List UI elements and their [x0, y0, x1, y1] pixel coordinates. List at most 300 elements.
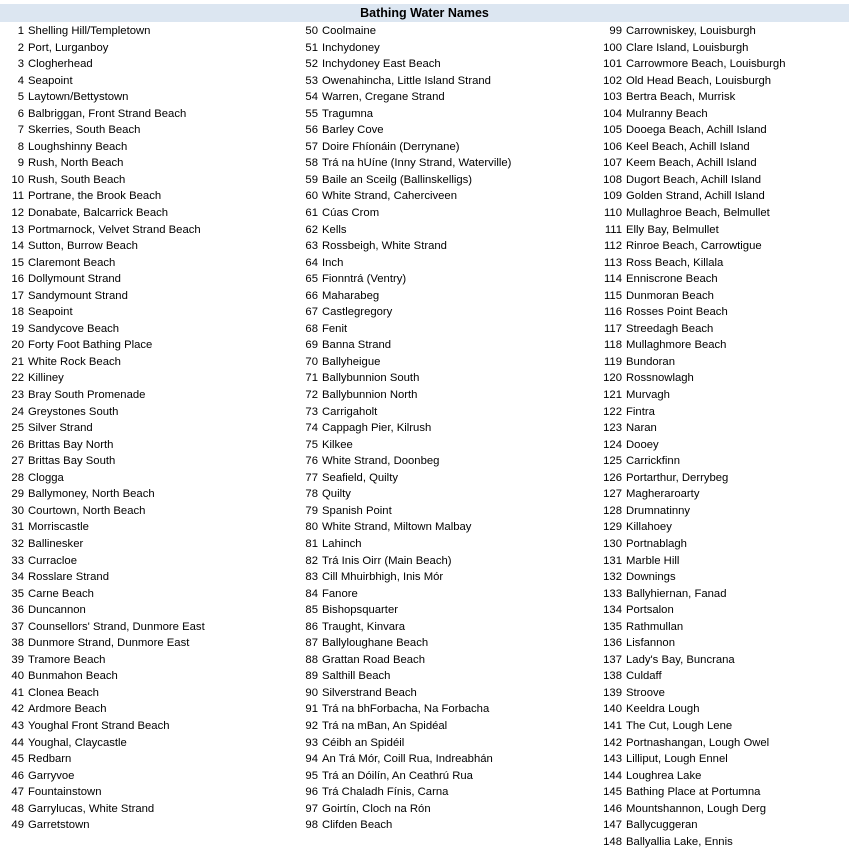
- bathing-water-name: Silver Strand: [28, 422, 93, 435]
- bathing-water-name: Lahinch: [322, 537, 362, 550]
- list-item: [290, 106, 511, 123]
- list-item: [290, 503, 511, 520]
- list-item: [592, 635, 786, 652]
- list-item: [592, 470, 786, 487]
- bathing-water-name: Keel Beach, Achill Island: [626, 140, 750, 153]
- list-item: [0, 23, 205, 40]
- item-number: 121: [603, 389, 622, 402]
- item-number: 39: [11, 653, 24, 666]
- list-item: [290, 701, 511, 718]
- bathing-water-name: Sandymount Strand: [28, 289, 128, 302]
- bathing-water-name: Barley Cove: [322, 124, 384, 137]
- item-number: 45: [11, 753, 24, 766]
- list-item: [0, 768, 205, 785]
- item-number: 82: [305, 554, 318, 567]
- list-item: [290, 56, 511, 73]
- bathing-water-name: Culdaff: [626, 670, 662, 683]
- list-item: [290, 784, 511, 801]
- bathing-water-name: Rossnowlagh: [626, 372, 694, 385]
- item-number: 6: [17, 107, 24, 120]
- bathing-water-name: Counsellors' Strand, Dunmore East: [28, 620, 205, 633]
- list-item: [592, 172, 786, 189]
- bathing-water-name: Clogga: [28, 471, 64, 484]
- bathing-water-name: Shelling Hill/Templetown: [28, 25, 151, 37]
- bathing-water-name: Mullaghmore Beach: [626, 339, 727, 352]
- bathing-water-name: Ballyheigue: [322, 355, 381, 368]
- bathing-water-name: Portarthur, Derrybeg: [626, 471, 729, 484]
- bathing-water-name: Quilty: [322, 488, 351, 501]
- list-item: [0, 817, 205, 834]
- bathing-water-name: Traught, Kinvara: [322, 620, 406, 633]
- bathing-water-name: Carrowniskey, Louisburgh: [626, 25, 756, 37]
- bathing-water-name: Bunmahon Beach: [28, 670, 118, 683]
- item-number: 11: [12, 190, 24, 203]
- list-item: [290, 685, 511, 702]
- list-item: [0, 718, 205, 735]
- list-item: [0, 652, 205, 669]
- item-number: 146: [603, 802, 622, 815]
- list-item: [592, 652, 786, 669]
- bathing-water-name: Ballycuggeran: [626, 819, 698, 832]
- bathing-water-name: Ballybunnion North: [322, 389, 418, 402]
- list-item: [290, 453, 511, 470]
- bathing-water-name: Castlegregory: [322, 306, 393, 319]
- bathing-water-name: White Strand, Miltown Malbay: [322, 521, 472, 534]
- bathing-water-name: Kilkee: [322, 438, 353, 451]
- item-number: 61: [305, 207, 318, 220]
- list-item: [290, 205, 511, 222]
- bathing-water-name: Redbarn: [28, 753, 72, 766]
- item-number: 71: [305, 372, 318, 385]
- item-number: 66: [305, 289, 318, 302]
- bathing-water-name: Elly Bay, Belmullet: [626, 223, 719, 236]
- bathing-water-name: Fenit: [322, 322, 348, 335]
- list-item: [0, 801, 205, 818]
- item-number: 26: [11, 438, 24, 451]
- item-number: 122: [603, 405, 622, 418]
- item-number: 9: [17, 157, 24, 170]
- bathing-water-name: Duncannon: [28, 604, 86, 617]
- list-item: [0, 470, 205, 487]
- item-number: 74: [305, 422, 318, 435]
- bathing-water-name: Portrane, the Brook Beach: [28, 190, 162, 203]
- bathing-water-name: Tragumna: [322, 107, 374, 120]
- list-item: [290, 751, 511, 768]
- list-item: [592, 370, 786, 387]
- bathing-water-name: Dooey: [626, 438, 659, 451]
- item-number: 22: [11, 372, 24, 385]
- bathing-water-name: Marble Hill: [626, 554, 680, 567]
- bathing-water-name: Golden Strand, Achill Island: [626, 190, 765, 203]
- bathing-water-name: Portmarnock, Velvet Strand Beach: [28, 223, 201, 236]
- bathing-water-name: Trá na mBan, An Spidéal: [322, 719, 448, 732]
- list-item: [592, 420, 786, 437]
- list-item: [290, 255, 511, 272]
- item-number: 53: [305, 74, 318, 87]
- list-item: [592, 668, 786, 685]
- item-number: 114: [603, 273, 622, 286]
- item-number: 94: [305, 753, 318, 766]
- item-number: 127: [603, 488, 622, 501]
- bathing-water-name: Cúas Crom: [322, 207, 380, 220]
- item-number: 107: [603, 157, 622, 170]
- list-item: [592, 569, 786, 586]
- bathing-water-name: Mountshannon, Lough Derg: [626, 802, 767, 815]
- column-2: [290, 23, 511, 834]
- list-item: [0, 404, 205, 421]
- bathing-water-name: Ballybunnion South: [322, 372, 420, 385]
- list-item: [290, 768, 511, 785]
- list-item: [0, 288, 205, 305]
- list-item: [0, 139, 205, 156]
- list-item: [0, 255, 205, 272]
- list-item: [290, 304, 511, 321]
- item-number: 34: [11, 571, 24, 584]
- item-number: 117: [603, 322, 622, 335]
- bathing-water-name: Kells: [322, 223, 347, 236]
- item-number: 63: [305, 240, 318, 253]
- bathing-water-name: Carne Beach: [28, 587, 94, 600]
- list-item: [290, 222, 511, 239]
- bathing-water-name: Loughshinny Beach: [28, 140, 128, 153]
- bathing-water-name: Old Head Beach, Louisburgh: [626, 74, 772, 87]
- list-item: [0, 453, 205, 470]
- bathing-water-name: Owenahincha, Little Island Strand: [322, 74, 491, 87]
- bathing-water-name: Enniscrone Beach: [626, 273, 718, 286]
- item-number: 72: [305, 389, 318, 402]
- list-item: [0, 536, 205, 553]
- list-item: [0, 337, 205, 354]
- list-item: [290, 23, 511, 40]
- bathing-water-name: Ballinesker: [28, 537, 84, 550]
- list-item: [592, 784, 786, 801]
- list-item: [0, 40, 205, 57]
- list-item: [290, 586, 511, 603]
- item-number: 113: [603, 256, 622, 269]
- bathing-water-name: The Cut, Lough Lene: [626, 719, 733, 732]
- item-number: 120: [603, 372, 622, 385]
- bathing-water-name: Salthill Beach: [322, 670, 391, 683]
- bathing-water-name: Garrylucas, White Strand: [28, 802, 155, 815]
- list-item: [592, 553, 786, 570]
- item-number: 95: [305, 769, 318, 782]
- list-item: [290, 652, 511, 669]
- bathing-water-name: Cill Mhuirbhigh, Inis Mór: [322, 571, 444, 584]
- item-number: 85: [305, 604, 318, 617]
- item-number: 33: [11, 554, 24, 567]
- list-item: [0, 503, 205, 520]
- bathing-water-name: Killahoey: [626, 521, 672, 534]
- item-number: 35: [11, 587, 24, 600]
- list-item: [592, 602, 786, 619]
- bathing-water-name: Silverstrand Beach: [322, 686, 417, 699]
- list-item: [0, 685, 205, 702]
- item-number: 119: [603, 355, 622, 368]
- item-number: 17: [11, 289, 24, 302]
- item-number: 7: [17, 124, 24, 137]
- list-item: [290, 817, 511, 834]
- list-item: [0, 751, 205, 768]
- bathing-water-name: Bertra Beach, Murrisk: [626, 91, 736, 104]
- list-item: [592, 387, 786, 404]
- list-item: [592, 751, 786, 768]
- item-number: 31: [11, 521, 24, 534]
- item-number: 143: [603, 753, 622, 766]
- list-item: [592, 354, 786, 371]
- item-number: 79: [305, 504, 318, 517]
- list-item: [592, 188, 786, 205]
- list-item: [592, 701, 786, 718]
- item-number: 132: [603, 571, 622, 584]
- list-item: [0, 619, 205, 636]
- bathing-water-name: Keem Beach, Achill Island: [626, 157, 757, 170]
- bathing-water-name: Portnablagh: [626, 537, 687, 550]
- bathing-water-name: Portnashangan, Lough Owel: [626, 736, 770, 749]
- list-item: [0, 387, 205, 404]
- item-number: 87: [305, 637, 318, 650]
- item-number: 28: [11, 471, 24, 484]
- item-number: 21: [11, 355, 24, 368]
- item-number: 42: [11, 703, 24, 716]
- item-number: 86: [305, 620, 318, 633]
- bathing-water-name: Downings: [626, 571, 676, 584]
- bathing-water-name: Clonea Beach: [28, 686, 99, 699]
- list-item: [592, 801, 786, 818]
- item-number: 81: [305, 537, 318, 550]
- item-number: 92: [305, 719, 318, 732]
- item-number: 101: [603, 58, 622, 71]
- bathing-water-name: Skerries, South Beach: [28, 124, 141, 137]
- bathing-water-name: Claremont Beach: [28, 256, 116, 269]
- bathing-water-name: An Trá Mór, Coill Rua, Indreabhán: [322, 753, 493, 766]
- list-item: [290, 404, 511, 421]
- list-item: [0, 122, 205, 139]
- bathing-water-name: Trá na bhForbacha, Na Forbacha: [322, 703, 490, 716]
- item-number: 70: [305, 355, 318, 368]
- item-number: 97: [305, 802, 318, 815]
- item-number: 131: [603, 554, 622, 567]
- item-number: 108: [603, 173, 622, 186]
- item-number: 103: [603, 91, 622, 104]
- item-number: 90: [305, 686, 318, 699]
- bathing-water-name: Lady's Bay, Buncrana: [626, 653, 735, 666]
- item-number: 110: [603, 207, 622, 220]
- list-item: [592, 73, 786, 90]
- bathing-water-name: Maharabeg: [322, 289, 380, 302]
- item-number: 37: [11, 620, 24, 633]
- list-item: [290, 387, 511, 404]
- bathing-water-name: Inchydoney East Beach: [322, 58, 441, 71]
- item-number: 134: [603, 604, 622, 617]
- bathing-water-name: Inch: [322, 256, 344, 269]
- bathing-water-name: Mullaghroe Beach, Belmullet: [626, 207, 770, 220]
- item-number: 128: [603, 504, 622, 517]
- bathing-water-name: Bundoran: [626, 355, 675, 368]
- item-number: 65: [305, 273, 318, 286]
- bathing-water-name: Cappagh Pier, Kilrush: [322, 422, 432, 435]
- bathing-water-name: Dollymount Strand: [28, 273, 121, 286]
- bathing-water-name: Morriscastle: [28, 521, 89, 534]
- item-number: 16: [11, 273, 24, 286]
- list-item: [290, 470, 511, 487]
- bathing-water-name: Naran: [626, 422, 657, 435]
- item-number: 99: [609, 25, 622, 37]
- item-number: 60: [305, 190, 318, 203]
- item-number: 43: [11, 719, 24, 732]
- item-number: 88: [305, 653, 318, 666]
- bathing-water-name: Bathing Place at Portumna: [626, 786, 761, 799]
- item-number: 13: [11, 223, 24, 236]
- list-item: [592, 486, 786, 503]
- bathing-water-name: Baile an Sceilg (Ballinskelligs): [322, 173, 473, 186]
- bathing-water-name: Ardmore Beach: [28, 703, 107, 716]
- bathing-water-name: Trá Inis Oirr (Main Beach): [322, 554, 452, 567]
- item-number: 138: [603, 670, 622, 683]
- item-number: 54: [305, 91, 318, 104]
- bathing-water-name: Clare Island, Louisburgh: [626, 41, 749, 54]
- bathing-water-name: Spanish Point: [322, 504, 392, 517]
- bathing-water-name: Youghal, Claycastle: [28, 736, 127, 749]
- item-number: 14: [11, 240, 24, 253]
- table-title: Bathing Water Names: [0, 4, 849, 22]
- bathing-water-name: Brittas Bay North: [28, 438, 114, 451]
- bathing-water-name: Trá Chaladh Fínis, Carna: [322, 786, 449, 799]
- list-item: [290, 354, 511, 371]
- list-item: [0, 668, 205, 685]
- item-number: 41: [11, 686, 24, 699]
- item-number: 48: [11, 802, 24, 815]
- bathing-water-name: Mulranny Beach: [626, 107, 708, 120]
- item-number: 5: [17, 91, 24, 104]
- item-number: 30: [11, 504, 24, 517]
- bathing-water-name: Donabate, Balcarrick Beach: [28, 207, 169, 220]
- item-number: 20: [11, 339, 24, 352]
- bathing-water-name: White Rock Beach: [28, 355, 121, 368]
- item-number: 123: [603, 422, 622, 435]
- bathing-water-name: Céibh an Spidéil: [322, 736, 405, 749]
- item-number: 47: [11, 786, 24, 799]
- list-item: [0, 602, 205, 619]
- item-number: 1: [17, 25, 24, 37]
- list-item: [290, 89, 511, 106]
- bathing-water-name: Grattan Road Beach: [322, 653, 425, 666]
- bathing-water-name: Seafield, Quilty: [322, 471, 398, 484]
- item-number: 80: [305, 521, 318, 534]
- list-item: [290, 635, 511, 652]
- bathing-water-name: Lilliput, Lough Ennel: [626, 753, 728, 766]
- item-number: 136: [603, 637, 622, 650]
- item-number: 147: [603, 819, 622, 832]
- item-number: 59: [305, 173, 318, 186]
- item-number: 44: [11, 736, 24, 749]
- list-item: [290, 718, 511, 735]
- item-number: 130: [603, 537, 622, 550]
- list-item: [592, 503, 786, 520]
- item-number: 51: [305, 41, 318, 54]
- list-item: [0, 354, 205, 371]
- list-item: [0, 188, 205, 205]
- item-number: 77: [305, 471, 318, 484]
- item-number: 58: [305, 157, 318, 170]
- item-number: 141: [603, 719, 622, 732]
- bathing-water-name: Fountainstown: [28, 786, 102, 799]
- item-number: 106: [603, 140, 622, 153]
- item-number: 115: [603, 289, 622, 302]
- bathing-water-name: Dunmore Strand, Dunmore East: [28, 637, 190, 650]
- list-item: [592, 718, 786, 735]
- item-number: 135: [603, 620, 622, 633]
- bathing-water-name: Murvagh: [626, 389, 670, 402]
- list-item: [0, 735, 205, 752]
- item-number: 68: [305, 322, 318, 335]
- list-item: [0, 271, 205, 288]
- bathing-water-name: Sandycove Beach: [28, 322, 120, 335]
- item-number: 116: [603, 306, 622, 319]
- bathing-water-name: Carrigaholt: [322, 405, 378, 418]
- item-number: 18: [11, 306, 24, 319]
- bathing-water-name: Drumnatinny: [626, 504, 691, 517]
- list-item: [592, 139, 786, 156]
- list-item: [592, 586, 786, 603]
- item-number: 78: [305, 488, 318, 501]
- bathing-water-name: Greystones South: [28, 405, 119, 418]
- column-1: [0, 23, 205, 834]
- bathing-water-name: Brittas Bay South: [28, 455, 116, 468]
- item-number: 64: [305, 256, 318, 269]
- list-item: [290, 188, 511, 205]
- item-number: 140: [603, 703, 622, 716]
- bathing-water-name: Dunmoran Beach: [626, 289, 714, 302]
- item-number: 52: [305, 58, 318, 71]
- bathing-water-name: Trá na hUíne (Inny Strand, Waterville): [322, 157, 512, 170]
- item-number: 73: [305, 405, 318, 418]
- bathing-water-name: Ballymoney, North Beach: [28, 488, 155, 501]
- bathing-water-name: Portsalon: [626, 604, 674, 617]
- bathing-water-name: Sutton, Burrow Beach: [28, 240, 138, 253]
- list-item: [290, 370, 511, 387]
- item-number: 10: [11, 173, 24, 186]
- list-item: [592, 122, 786, 139]
- bathing-water-name: Tramore Beach: [28, 653, 106, 666]
- list-item: [592, 255, 786, 272]
- item-number: 19: [11, 322, 24, 335]
- item-number: 55: [305, 107, 318, 120]
- bathing-water-name: Ross Beach, Killala: [626, 256, 724, 269]
- list-item: [290, 486, 511, 503]
- list-item: [592, 817, 786, 834]
- item-number: 49: [11, 819, 24, 832]
- list-item: [290, 40, 511, 57]
- item-number: 27: [11, 455, 24, 468]
- item-number: 84: [305, 587, 318, 600]
- item-number: 145: [603, 786, 622, 799]
- list-item: [592, 304, 786, 321]
- list-item: [592, 453, 786, 470]
- bathing-water-name: Rush, North Beach: [28, 157, 124, 170]
- item-number: 40: [11, 670, 24, 683]
- bathing-water-name: White Strand, Caherciveen: [322, 190, 458, 203]
- list-item: [0, 519, 205, 536]
- bathing-water-name: Magheraroarty: [626, 488, 700, 501]
- list-item: [290, 139, 511, 156]
- list-item: [592, 89, 786, 106]
- item-number: 8: [17, 140, 24, 153]
- list-item: [0, 304, 205, 321]
- bathing-water-name: Fintra: [626, 405, 655, 418]
- item-number: 29: [11, 488, 24, 501]
- item-number: 76: [305, 455, 318, 468]
- list-item: [592, 834, 786, 851]
